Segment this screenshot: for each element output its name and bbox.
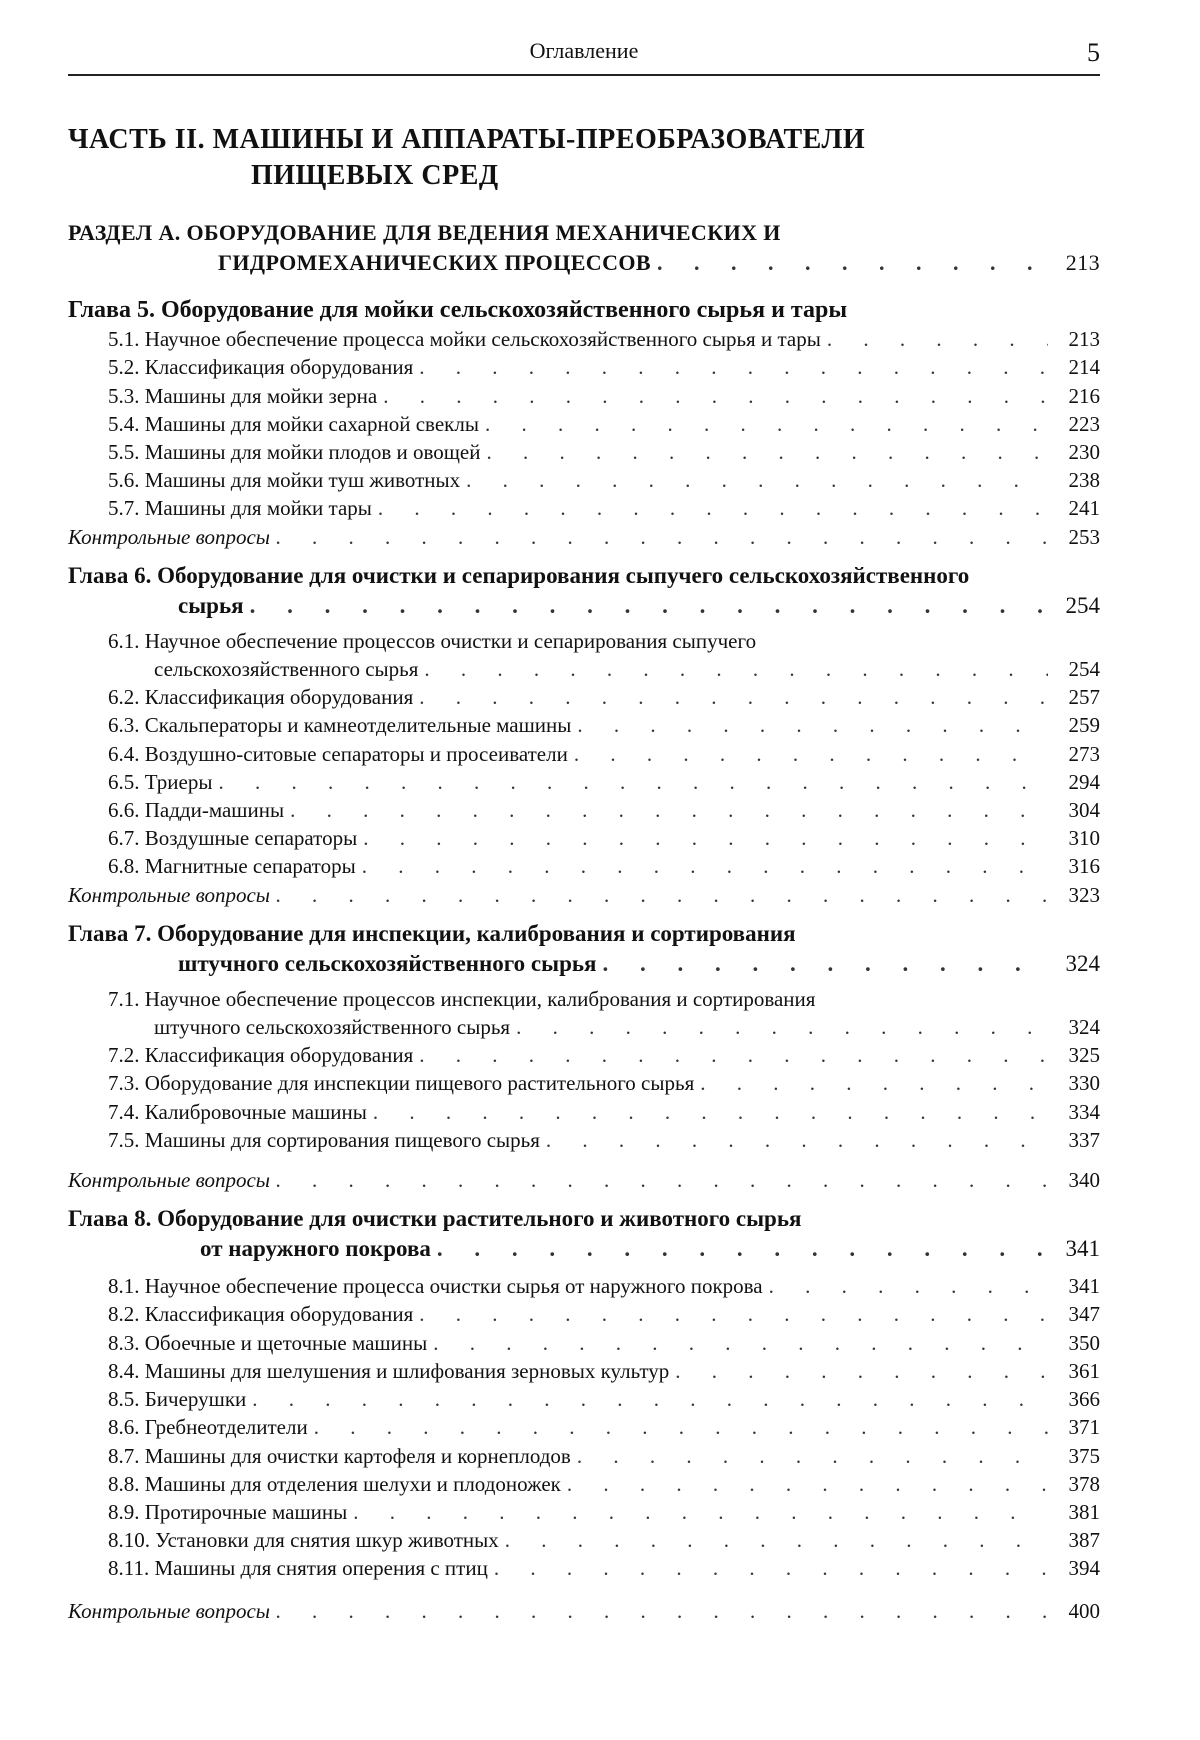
leader-dots	[568, 740, 1048, 768]
page-ref: 378	[1068, 1471, 1100, 1496]
section-heading-line2[interactable]	[68, 249, 1100, 277]
page-ref: 230	[1068, 440, 1100, 465]
page-ref: 254	[1065, 592, 1100, 618]
toc-entry-text: 8.6. Гребнеотделители	[108, 1415, 308, 1440]
page-ref: 330	[1068, 1071, 1100, 1096]
control-questions-8[interactable]	[68, 1597, 1100, 1625]
leader-dots	[413, 1041, 1048, 1069]
toc-entry[interactable]	[68, 740, 1100, 768]
toc-entry[interactable]	[68, 438, 1100, 466]
page-ref: 340	[1068, 1168, 1100, 1193]
leader-dots	[367, 1098, 1048, 1126]
toc-entry-text: 8.7. Машины для очистки картофеля и корнеплодов	[108, 1443, 571, 1468]
toc-entry-text: 7.5. Машины для сортирования пищевого сырья	[108, 1127, 540, 1152]
leader-dots	[244, 591, 1048, 621]
chapter-7-title-line2	[68, 949, 1100, 979]
chapter-6-items	[68, 627, 1100, 881]
toc-entry[interactable]	[68, 627, 1100, 683]
toc-entry-text: 8.2. Классификация оборудования	[108, 1302, 414, 1327]
toc-entry-text: 6.1. Научное обеспечение процессов очистки и сепарирования сыпучего	[108, 628, 757, 653]
chapter-8-title-text: от наружного покрова	[200, 1236, 431, 1262]
page-ref: 337	[1068, 1127, 1100, 1152]
chapter-7-items	[68, 985, 1100, 1154]
control-questions-label: Контрольные вопросы	[68, 1598, 271, 1623]
header-title: Оглавление	[529, 38, 639, 63]
leader-dots	[669, 1357, 1048, 1385]
toc-entry-text: 8.8. Машины для отделения шелухи и плодоножек	[108, 1471, 561, 1496]
chapter-6-heading[interactable]	[68, 561, 1100, 621]
toc-entry[interactable]	[68, 353, 1100, 381]
toc-entry[interactable]	[68, 325, 1100, 353]
control-questions-6[interactable]	[68, 881, 1100, 909]
leader-dots	[571, 1442, 1048, 1470]
toc-entry[interactable]	[68, 466, 1100, 494]
page-ref: 394	[1068, 1556, 1100, 1581]
page-ref: 253	[1068, 524, 1100, 549]
leader-dots	[270, 1597, 1048, 1625]
leader-dots	[377, 382, 1048, 410]
chapter-5-items	[68, 325, 1100, 522]
toc-entry-text: 7.3. Оборудование для инспекции пищевого растительного сырья	[108, 1071, 695, 1096]
chapter-7-heading[interactable]	[68, 919, 1100, 979]
leader-dots	[418, 655, 1048, 683]
leader-dots	[357, 824, 1048, 852]
toc-entry[interactable]	[68, 711, 1100, 739]
leader-dots	[372, 494, 1048, 522]
leader-dots	[431, 1234, 1048, 1264]
toc-entry[interactable]	[68, 796, 1100, 824]
toc-entry-text: 8.1. Научное обеспечение процесса очистки сырья от наружного покрова	[108, 1274, 763, 1299]
chapter-5-title: Глава 5. Оборудование для мойки сельскохозяйственного сырья и тары	[68, 297, 848, 324]
toc-entry[interactable]	[68, 1357, 1100, 1385]
chapter-8-title-line2	[68, 1234, 1100, 1264]
toc-entry-text: 5.5. Машины для мойки плодов и овощей	[108, 440, 481, 465]
toc-entry-text: 6.8. Магнитные сепараторы	[108, 854, 356, 879]
toc-entry-text: 8.3. Обоечные и щеточные машины	[108, 1330, 428, 1355]
toc-entry[interactable]	[68, 683, 1100, 711]
page-ref: 324	[1065, 950, 1100, 976]
control-questions-label: Контрольные вопросы	[68, 882, 271, 907]
leader-dots	[540, 1126, 1048, 1154]
toc-entry[interactable]	[68, 1272, 1100, 1300]
leader-dots	[413, 683, 1048, 711]
toc-entry[interactable]	[68, 1554, 1100, 1582]
page-ref: 323	[1068, 882, 1100, 907]
leader-dots	[413, 353, 1048, 381]
chapter-7-title-text: штучного сельскохозяйственного сырья	[178, 950, 597, 976]
control-questions-5[interactable]	[68, 523, 1100, 551]
page-ref: 316	[1068, 854, 1100, 879]
toc-entry[interactable]	[68, 1385, 1100, 1413]
chapter-5-heading[interactable]	[68, 295, 1100, 325]
leader-dots	[413, 1300, 1048, 1328]
page-ref: 381	[1068, 1499, 1100, 1524]
leader-dots	[694, 1069, 1048, 1097]
toc-entry[interactable]	[68, 985, 1100, 1041]
page-ref: 213	[1065, 250, 1100, 275]
toc-entry[interactable]	[68, 852, 1100, 880]
toc-entry[interactable]	[68, 1498, 1100, 1526]
toc-entry-text: 6.5. Триеры	[108, 769, 213, 794]
leader-dots	[347, 1498, 1048, 1526]
leader-dots	[270, 881, 1048, 909]
toc-entry-text: 8.5. Бичерушки	[108, 1387, 247, 1412]
toc-entry[interactable]	[68, 1069, 1100, 1097]
toc-entry[interactable]	[68, 1300, 1100, 1328]
control-questions-7[interactable]	[68, 1166, 1100, 1194]
toc-entry-text: 5.3. Машины для мойки зерна	[108, 383, 378, 408]
toc-entry[interactable]	[68, 1413, 1100, 1441]
toc-entry-text: 7.4. Калибровочные машины	[108, 1099, 367, 1124]
toc-entry-text: 7.1. Научное обеспечение процессов инспекции, калибрования и сортирования	[108, 986, 816, 1011]
header-page-number: 5	[1087, 38, 1100, 67]
leader-dots	[308, 1413, 1048, 1441]
page-ref: 375	[1068, 1443, 1100, 1468]
toc-entry[interactable]	[68, 1098, 1100, 1126]
toc-entry[interactable]	[68, 1442, 1100, 1470]
page-ref: 241	[1068, 496, 1100, 521]
leader-dots	[499, 1526, 1048, 1554]
section-heading-line2-text: ГИДРОМЕХАНИЧЕСКИХ ПРОЦЕССОВ	[218, 250, 651, 275]
toc-entry-text: 6.4. Воздушно-ситовые сепараторы и просеиватели	[108, 741, 568, 766]
toc-entry[interactable]	[68, 410, 1100, 438]
toc-entry-text: 5.7. Машины для мойки тары	[108, 496, 372, 521]
toc-entry-text-cont: сельскохозяйственного сырья	[154, 657, 419, 682]
leader-dots	[763, 1272, 1048, 1300]
control-questions-label: Контрольные вопросы	[68, 1168, 271, 1193]
toc-entry-text: 8.10. Установки для снятия шкур животных	[108, 1528, 499, 1553]
page-ref: 347	[1068, 1302, 1100, 1327]
leader-dots	[246, 1385, 1048, 1413]
page-ref: 213	[1068, 327, 1100, 352]
toc-entry[interactable]	[68, 1041, 1100, 1069]
leader-dots	[270, 1166, 1048, 1194]
leader-dots	[356, 852, 1048, 880]
chapter-8-title-line1: Глава 8. Оборудование для очистки растительного и животного сырья	[68, 1206, 802, 1232]
toc-entry-text-cont: штучного сельскохозяйственного сырья	[154, 1015, 511, 1040]
toc-entry-text: 6.3. Скальператоры и камнеотделительные машины	[108, 713, 572, 738]
page-ref: 341	[1068, 1274, 1100, 1299]
page-ref: 361	[1068, 1358, 1100, 1383]
page-ref: 304	[1068, 798, 1100, 823]
leader-dots	[597, 949, 1049, 979]
toc-entry-text: 8.4. Машины для шелушения и шлифования зерновых культур	[108, 1358, 670, 1383]
page-ref: 324	[1068, 1015, 1100, 1040]
page-ref: 238	[1068, 468, 1100, 493]
leader-dots	[571, 711, 1048, 739]
leader-dots	[488, 1554, 1048, 1582]
page-ref: 371	[1068, 1415, 1100, 1440]
section-heading	[68, 216, 1100, 277]
leader-dots	[561, 1470, 1048, 1498]
chapter-8-heading[interactable]	[68, 1204, 1100, 1264]
toc-entry-text: 7.2. Классификация оборудования	[108, 1043, 414, 1068]
leader-dots	[427, 1329, 1048, 1357]
toc-entry[interactable]	[68, 768, 1100, 796]
page-ref: 334	[1068, 1099, 1100, 1124]
leader-dots	[460, 466, 1048, 494]
part-heading	[68, 122, 1100, 194]
chapter-6-title-line1: Глава 6. Оборудование для очистки и сепарирования сыпучего сельскохозяйственного	[68, 562, 970, 588]
page-ref: 223	[1068, 411, 1100, 436]
chapter-8-items	[68, 1272, 1100, 1582]
toc-entry-text: 8.9. Протирочные машины	[108, 1499, 348, 1524]
page-ref: 341	[1065, 1236, 1100, 1262]
toc-entry[interactable]	[68, 824, 1100, 852]
toc-entry[interactable]	[68, 494, 1100, 522]
leader-dots	[651, 249, 1048, 277]
part-heading-line2: ПИЩЕВЫХ СРЕД	[251, 160, 499, 191]
leader-dots	[821, 325, 1048, 353]
part-heading-line1: ЧАСТЬ II. МАШИНЫ И АППАРАТЫ-ПРЕОБРАЗОВАТЕЛИ	[68, 124, 866, 155]
chapter-7-title-line1: Глава 7. Оборудование для инспекции, калибрования и сортирования	[68, 920, 796, 946]
page-ref: 259	[1068, 713, 1100, 738]
toc-entry-text: 6.7. Воздушные сепараторы	[108, 826, 358, 851]
page-ref: 273	[1068, 741, 1100, 766]
leader-dots	[270, 523, 1048, 551]
toc-entry[interactable]	[68, 1470, 1100, 1498]
toc-entry-text: 5.6. Машины для мойки туш животных	[108, 468, 461, 493]
section-heading-line1: РАЗДЕЛ А. ОБОРУДОВАНИЕ ДЛЯ ВЕДЕНИЯ МЕХАНИЧЕСКИХ И	[68, 220, 781, 245]
leader-dots	[479, 410, 1048, 438]
page-ref: 350	[1068, 1330, 1100, 1355]
toc-entry-text: 6.6. Падди-машины	[108, 798, 285, 823]
control-questions-label: Контрольные вопросы	[68, 524, 271, 549]
toc-entry-text: 5.2. Классификация оборудования	[108, 355, 414, 380]
running-header	[68, 38, 1100, 76]
leader-dots	[510, 1013, 1048, 1041]
leader-dots	[481, 438, 1049, 466]
toc-entry-text: 5.1. Научное обеспечение процесса мойки сельскохозяйственного сырья и тары	[108, 327, 821, 352]
chapter-6-title-line2	[68, 591, 1100, 621]
toc-entry-text: 5.4. Машины для мойки сахарной свеклы	[108, 411, 479, 436]
toc-entry[interactable]	[68, 1126, 1100, 1154]
chapter-6-title-text: сырья	[178, 592, 244, 618]
page-ref: 294	[1068, 769, 1100, 794]
page-ref: 387	[1068, 1528, 1100, 1553]
toc-entry-text: 8.11. Машины для снятия оперения с птиц	[108, 1556, 488, 1581]
page-ref: 325	[1068, 1043, 1100, 1068]
toc-page	[68, 38, 1100, 1625]
page-ref: 214	[1068, 355, 1100, 380]
page-ref: 310	[1068, 826, 1100, 851]
leader-dots	[284, 796, 1048, 824]
page-ref: 366	[1068, 1387, 1100, 1412]
page-ref: 216	[1068, 383, 1100, 408]
toc-entry-text: 6.2. Классификация оборудования	[108, 685, 414, 710]
page-ref: 254	[1068, 657, 1100, 682]
toc-entry[interactable]	[68, 1526, 1100, 1554]
toc-entry[interactable]	[68, 382, 1100, 410]
toc-entry[interactable]	[68, 1329, 1100, 1357]
leader-dots	[212, 768, 1048, 796]
page-ref: 257	[1068, 685, 1100, 710]
page-ref: 400	[1068, 1598, 1100, 1623]
